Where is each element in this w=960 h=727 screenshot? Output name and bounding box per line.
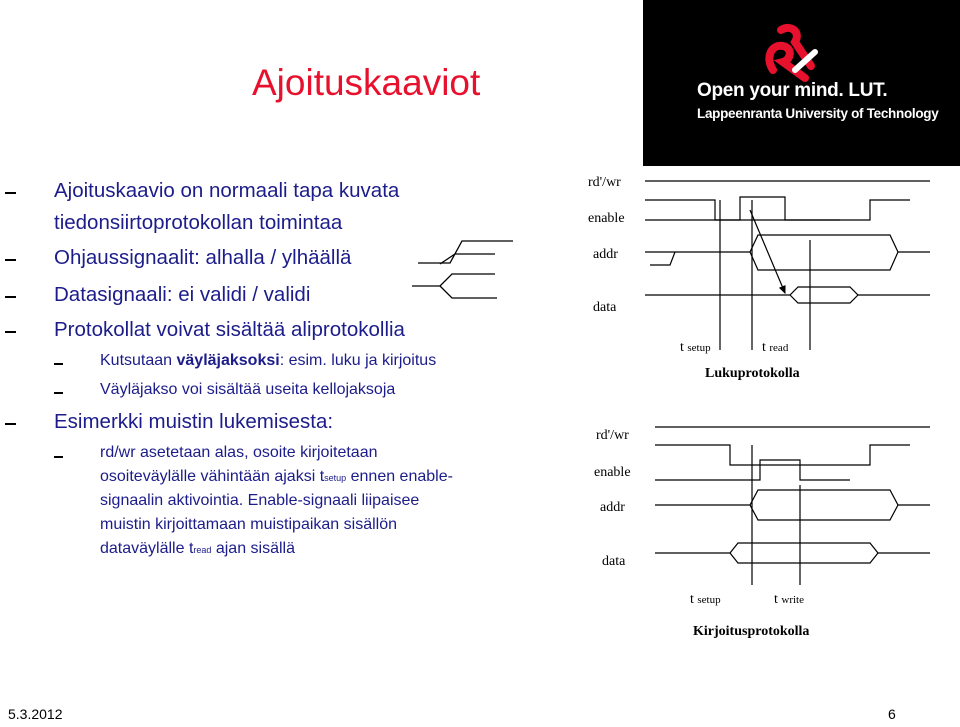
- write-tsetup-t: t: [690, 592, 694, 607]
- bullet-5: Esimerkki muistin lukemisesta:: [54, 410, 334, 433]
- sub-1-suffix: : esim. luku ja kirjoitus: [279, 352, 437, 369]
- logo-slogan: Open your mind. LUT.: [697, 80, 888, 101]
- bullet-5-sub-line-3: signaalin aktivointia. Enable-signaali liipaisee: [100, 492, 420, 509]
- write-addr-waveform-bottom: [750, 505, 898, 520]
- write-rdwr-waveform: [655, 445, 910, 465]
- write-twrite-t: t: [774, 592, 778, 607]
- read-trigger-arrow: [750, 210, 785, 293]
- bullet-1-line-2: tiedonsiirtoprotokollan toimintaa: [54, 211, 343, 234]
- bullet-1-line-1: Ajoituskaavio on normaali tapa kuvata: [54, 179, 400, 202]
- line-2-text-end: ennen enable-: [346, 468, 453, 485]
- write-tsetup-label: [690, 592, 721, 608]
- read-tsetup-subscript: setup: [687, 342, 711, 354]
- bullet-dash: [5, 192, 16, 194]
- read-tread-t: t: [762, 340, 766, 355]
- write-data-waveform-top: [655, 543, 930, 553]
- write-twrite-subscript: write: [781, 594, 804, 606]
- write-signal-enable-label: enable: [594, 465, 631, 480]
- sub-bullet-dash: [54, 456, 63, 458]
- bullet-4-sub-1: [100, 352, 436, 370]
- read-caption: Lukuprotokolla: [705, 366, 800, 381]
- line-5-subscript: read: [193, 545, 212, 555]
- read-signal-rdwr-label: rd'/wr: [588, 175, 621, 190]
- data-signal-valid-bottom: [440, 286, 497, 298]
- footer-date: 5.3.2012: [8, 706, 63, 722]
- bullet-dash: [5, 296, 16, 298]
- read-signal-addr-label: addr: [593, 247, 618, 262]
- write-tsetup-subscript: setup: [697, 594, 721, 606]
- sub-1-bold-term: väyläjaksoksi: [176, 352, 280, 369]
- bullet-5-sub-line-5: [100, 540, 295, 558]
- read-data-waveform-bottom: [790, 295, 858, 303]
- read-tsetup-t: t: [680, 340, 684, 355]
- bullet-3: Datasignaali: ei validi / validi: [54, 283, 311, 306]
- read-addr-waveform-top: [645, 235, 930, 252]
- bullet-2: Ohjaussignaalit: alhalla / ylhäällä: [54, 246, 352, 269]
- read-signal-data-label: data: [593, 300, 617, 315]
- lut-logo: [643, 0, 960, 166]
- bullet-5-sub-line-1: rd/wr asetetaan alas, osoite kirjoitetaan: [100, 444, 378, 461]
- bullet-4-sub-2: Väyläjakso voi sisältää useita kellojaksoja: [100, 381, 396, 398]
- line-2-subscript: setup: [324, 473, 347, 483]
- line-5-text: dataväylälle t: [100, 540, 194, 557]
- bullet-dash: [5, 423, 16, 425]
- footer-page-number: 6: [888, 706, 896, 722]
- bullet-5-sub-line-2: [100, 468, 453, 486]
- lut-logo-mark-icon: [761, 22, 851, 82]
- slide-title: Ajoituskaaviot: [252, 62, 481, 103]
- read-rdwr-waveform: [645, 200, 910, 220]
- read-addr-waveform-left: [650, 252, 675, 265]
- sub-bullet-dash: [54, 392, 63, 394]
- read-data-waveform-top: [645, 287, 930, 295]
- write-signal-rdwr-label: rd'/wr: [596, 428, 629, 443]
- write-signal-addr-label: addr: [600, 500, 625, 515]
- read-signal-enable-label: enable: [588, 211, 625, 226]
- read-tsetup-label: [680, 340, 711, 356]
- write-addr-waveform-top: [655, 490, 930, 505]
- read-tread-subscript: read: [769, 342, 789, 354]
- sub-1-prefix: Kutsutaan: [100, 352, 177, 369]
- signal-legend-illustration: [400, 236, 520, 306]
- data-signal-valid-top: [412, 274, 495, 286]
- write-caption: Kirjoitusprotokolla: [693, 624, 810, 639]
- write-twrite-label: [774, 592, 804, 608]
- read-addr-waveform-bottom: [750, 252, 898, 270]
- write-timing-diagram: [640, 415, 940, 595]
- write-signal-data-label: data: [602, 554, 626, 569]
- line-5-text-end: ajan sisällä: [211, 540, 296, 557]
- line-2-text: osoiteväylälle vähintään ajaksi t: [100, 468, 325, 485]
- sub-bullet-dash: [54, 363, 63, 365]
- bullet-dash: [5, 259, 16, 261]
- logo-university-name: Lappeenranta University of Technology: [697, 106, 939, 121]
- bullet-4: Protokollat voivat sisältää aliprotokollia: [54, 318, 405, 341]
- read-tread-label: [762, 340, 788, 356]
- bullet-dash: [5, 331, 16, 333]
- bullet-5-sub-line-4: muistin kirjoittamaan muistipaikan sisällön: [100, 516, 398, 533]
